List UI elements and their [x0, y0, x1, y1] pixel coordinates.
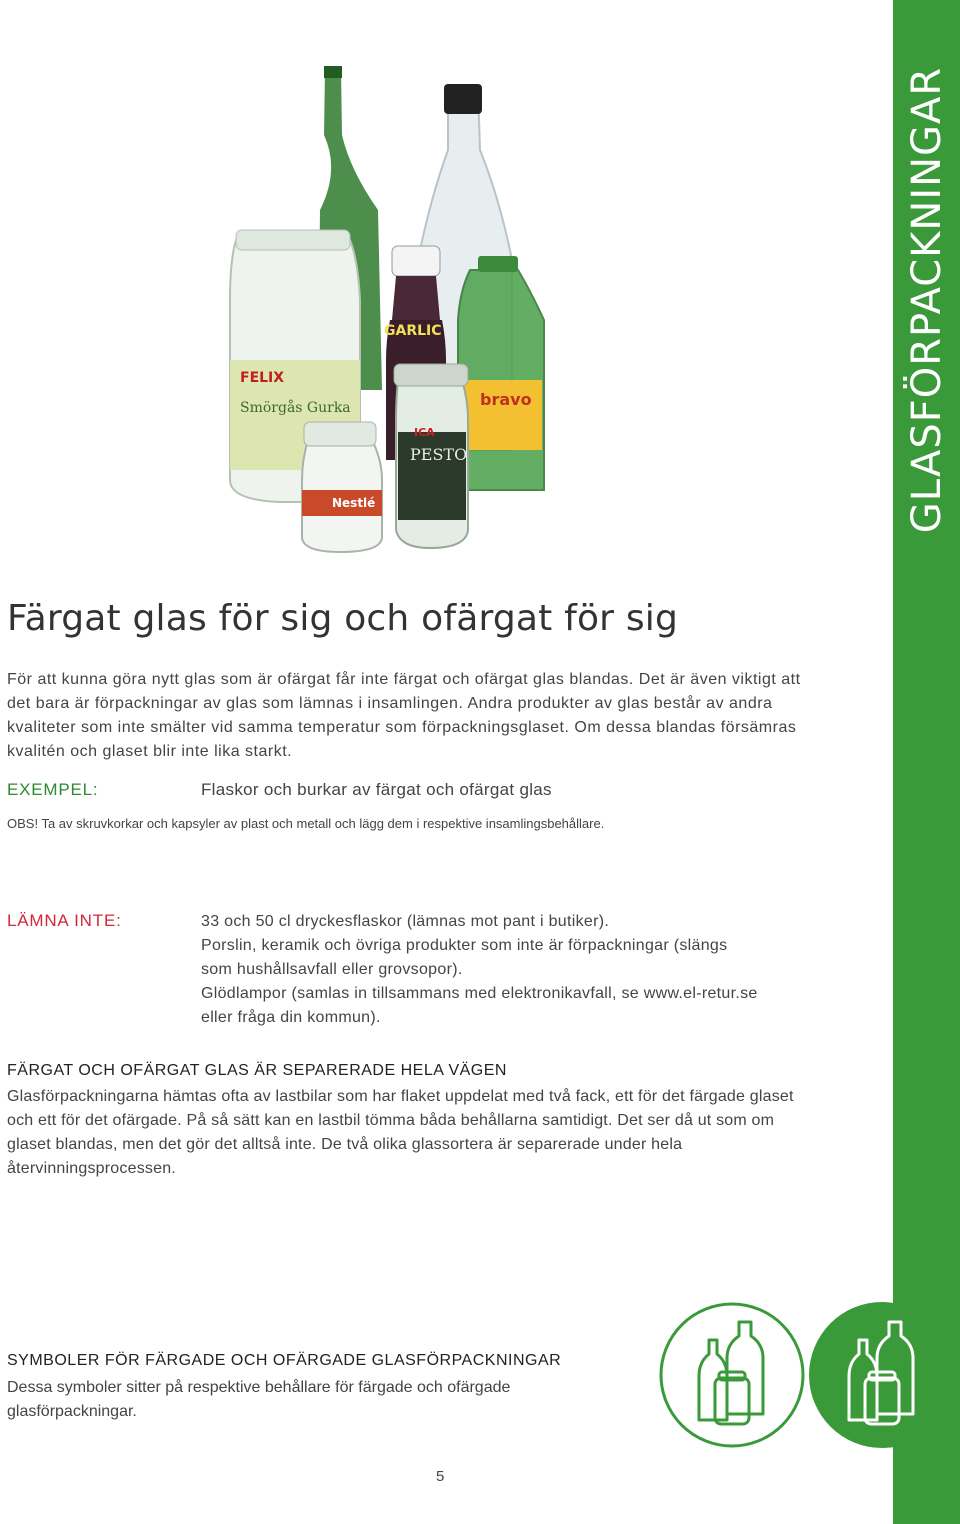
uncolored-glass-symbol-icon — [659, 1302, 805, 1448]
page-number: 5 — [436, 1468, 445, 1485]
bravo-label: bravo — [480, 390, 532, 409]
sidebar-label: GLASFÖRPACKNINGAR — [903, 66, 950, 534]
symboler-text: Dessa symboler sitter på respektive behållare för färgade och ofärgade glasförpackningar. — [7, 1379, 511, 1420]
colored-glass-symbol-icon — [809, 1302, 955, 1448]
felix-label: FELIX — [240, 370, 285, 386]
lamna-inte-label: LÄMNA INTE: — [7, 911, 122, 930]
ica-label: ICA — [414, 426, 435, 439]
lamna-inte-item: Glödlampor (samlas in tillsammans med elektronikavfall, se www.el-retur.se eller fråga din kommun). — [201, 985, 758, 1026]
symboler-heading: SYMBOLER FÖR FÄRGADE OCH OFÄRGADE GLASFÖRPACKNINGAR — [7, 1352, 562, 1369]
intro-paragraph: För att kunna göra nytt glas som är ofärgat får inte färgat och ofärgat glas blandas. Det är även viktigt att det bara är förpackningar av glas som lämnas i insamlingen. Andra produkter av glas består av andra kvaliteter som inte smälter vid samma temperatur som förpackningsglaset. Om dessa blandas försämras kvalitén och glaset blir inte lika starkt. — [7, 671, 801, 760]
gurka-label: Smörgås Gurka — [240, 400, 351, 416]
lamna-inte-item: 33 och 50 cl dryckesflaskor (lämnas mot pant i butiker). — [201, 913, 610, 930]
lamna-inte-list — [201, 910, 761, 1030]
pesto-label: PESTO — [410, 445, 468, 464]
separerade-heading: FÄRGAT OCH OFÄRGAT GLAS ÄR SEPARERADE HELA VÄGEN — [7, 1062, 507, 1079]
example-label: EXEMPEL: — [7, 780, 99, 799]
obs-note: OBS! Ta av skruvkorkar och kapsyler av plast och metall och lägg dem i respektive insamlingsbehållare. — [7, 816, 605, 831]
nestle-label: Nestlé — [332, 496, 376, 510]
sidebar — [893, 0, 960, 1524]
garlic-label: GARLIC — [384, 323, 442, 339]
example-text: Flaskor och burkar av färgat och ofärgat glas — [201, 780, 552, 799]
page-title: Färgat glas för sig och ofärgat för sig — [7, 598, 679, 639]
glass-packaging-photo — [200, 60, 580, 560]
lamna-inte-item: Porslin, keramik och övriga produkter som inte är förpackningar (slängs som hushållsavfall eller grovsopor). — [201, 937, 728, 978]
separerade-text: Glasförpackningarna hämtas ofta av lastbilar som har flaket uppdelat med två fack, ett för det färgade glaset och ett för det ofärgade. På så sätt kan en lastbil tömma båda behållarna samtidigt. Det ser då ut som om glaset blandas, men det gör det alltså inte. De två olika glassortera är separerade under hela återvinningsprocessen. — [7, 1088, 794, 1177]
